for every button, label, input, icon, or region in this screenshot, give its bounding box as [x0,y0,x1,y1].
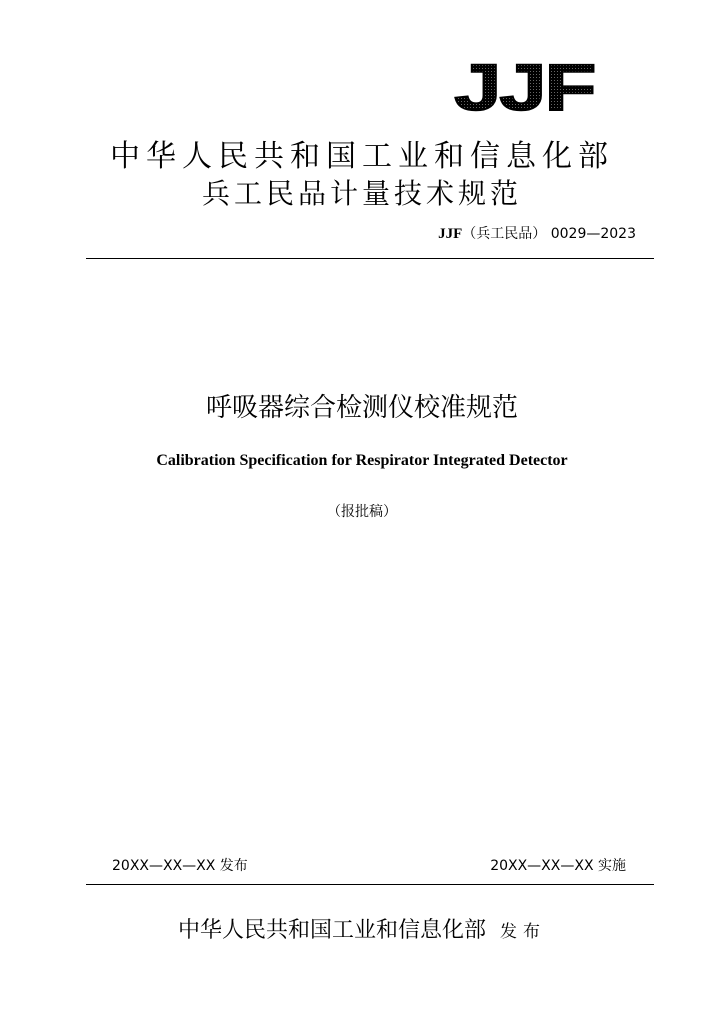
footer-divider [86,884,654,885]
footer-issuer [0,916,724,947]
publish-date: 20XX—XX—XX 发布 [112,858,248,874]
document-title-chinese: 呼吸器综合检测仪校准规范 [205,393,518,423]
document-number-prefix: JJF [438,226,463,242]
jjf-logo [452,56,596,114]
effective-date: 20XX—XX—XX 实施 [490,858,626,874]
document-number [438,224,636,244]
footer-issuer-name: 中华人民共和国工业和信息化部 [177,918,486,943]
footer-release-label: 发布 [500,922,546,942]
issuer-name: 中华人民共和国工业和信息化部 [110,139,614,174]
document-number-rest: （兵工民品） 0029—2023 [462,226,636,242]
svg-text:JJF: JJF [454,56,594,114]
specification-series: 兵工民品计量技术规范 [201,177,522,210]
draft-status: （报批稿） [327,504,397,520]
header-divider [86,258,654,259]
document-title-english: Calibration Specification for Respirator Integrated Detector [156,452,568,469]
